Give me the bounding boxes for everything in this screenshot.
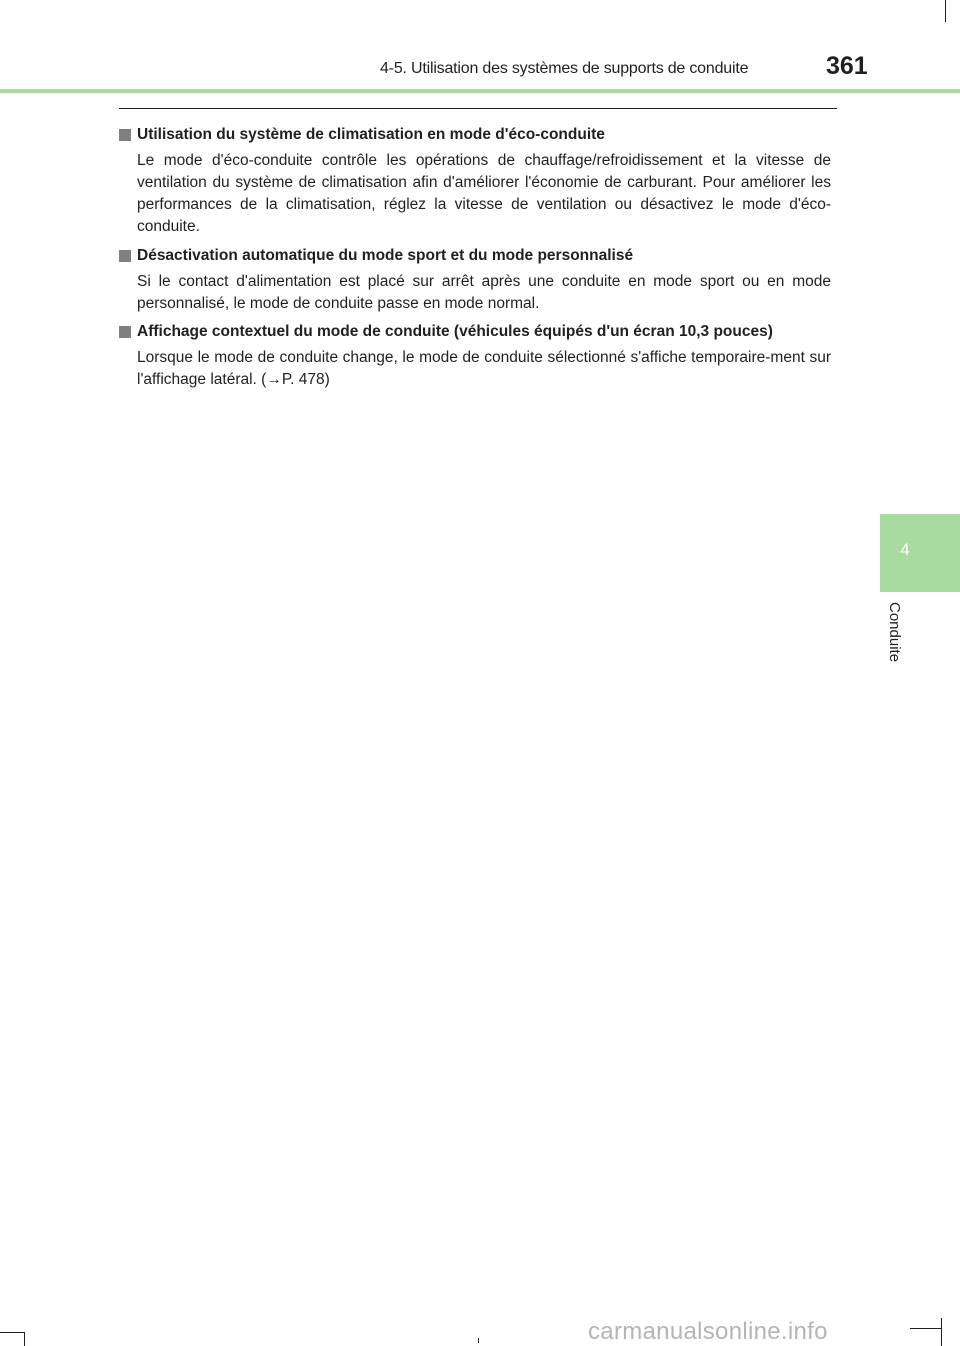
watermark: carmanualsonline.info <box>588 1318 828 1345</box>
chapter-label: Conduite <box>886 602 903 663</box>
crop-mark-bottom-right-v <box>941 1318 942 1346</box>
section-heading <box>119 322 831 342</box>
header-accent-rule <box>0 89 960 93</box>
section-heading <box>119 246 831 266</box>
square-bullet-icon <box>119 326 131 338</box>
section-heading-text: Désactivation automatique du mode sport et du mode personnalisé <box>137 247 634 264</box>
section-heading-text: Affichage contextuel du mode de conduite (véhicules équipés d'un écran 10,3 pouces) <box>137 323 773 340</box>
square-bullet-icon <box>119 129 131 141</box>
crop-mark-top-right <box>945 0 946 22</box>
section-body: Le mode d'éco-conduite contrôle les opérations de chauffage/refroidissement et la vitesse de ventilation du système de climatisation afin d'améliorer l'économie de carburant. Pour améliorer les performances de la climatisation, réglez la vitesse de ventilation ou désactivez le mode d'éco-conduite. <box>137 152 831 235</box>
section-body: Lorsque le mode de conduite change, le mode de conduite sélectionné s'affiche temporaire-ment sur l'affichage latéral. (→P. 478) <box>137 349 831 388</box>
crop-mark-bottom-left-h <box>0 1332 24 1333</box>
header-section-title: 4-5. Utilisation des systèmes de supports de conduite <box>380 60 749 77</box>
page-number: 361 <box>826 52 868 80</box>
crop-mark-bottom-left-v <box>24 1332 25 1346</box>
crop-mark-bottom-center <box>478 1338 479 1343</box>
section-auto-deactivation <box>119 246 831 315</box>
chapter-number: 4 <box>900 540 910 559</box>
square-bullet-icon <box>119 250 131 262</box>
section-body: Si le contact d'alimentation est placé sur arrêt après une conduite en mode sport ou en mode personnalisé, le mode de conduite passe en mode normal. <box>137 273 831 312</box>
section-heading <box>119 125 831 145</box>
section-heading-text: Utilisation du système de climatisation en mode d'éco-conduite <box>137 126 605 143</box>
section-eco-climate <box>119 125 831 238</box>
section-contextual-display <box>119 322 831 391</box>
chapter-tab <box>880 514 960 592</box>
chapter-label-container <box>886 602 910 678</box>
crop-mark-bottom-right-h <box>910 1328 941 1329</box>
content-top-rule <box>119 108 837 109</box>
